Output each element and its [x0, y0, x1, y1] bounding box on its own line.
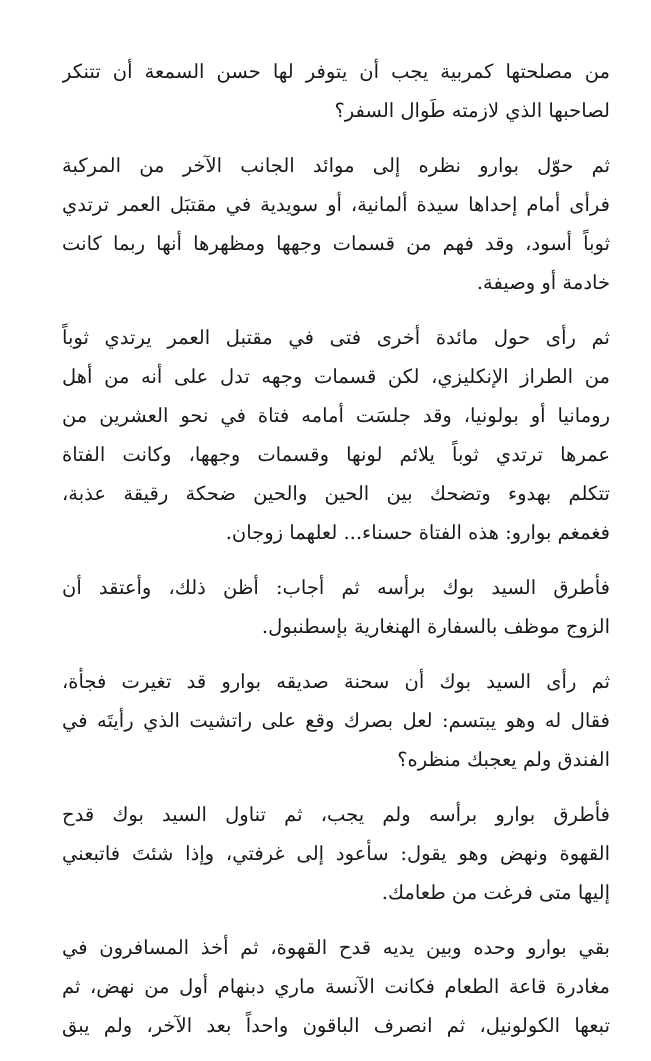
text-line: فرأى أمام إحداها سيدة ألمانية، أو سويدية في مقتبَل العمر ترتدي — [62, 193, 610, 216]
text-line: بقي بوارو وحده وبين يديه قدح القهوة، ثم أخذ المسافرون في — [62, 936, 610, 959]
text-line: فقال له وهو يبتسم: لعل بصرك وقع على راتشيت الذي رأيتَه في — [62, 709, 610, 732]
text-line: رومانيا أو بولونيا، وقد جلسَت أمامه فتاة في نحو العشرين من — [62, 404, 610, 427]
text-line: تتكلم بهدوء وتضحك بين الحين والحين ضحكة رقيقة عذبة، — [62, 482, 610, 505]
text-line: عمرها ترتدي ثوباً يلائم لونها وقسمات وجهها، وكانت الفتاة — [62, 443, 610, 466]
text-line: ثم رأى السيد بوك أن سحنة صديقه بوارو قد تغيرت فجأة، — [62, 670, 610, 693]
book-page-text — [62, 52, 610, 1061]
paragraph-2 — [62, 146, 610, 302]
text-line: فأطرق بوارو برأسه ولم يجب، ثم تناول السيد بوك قدح — [62, 803, 610, 826]
text-line: ثوباً أسود، وقد فهم من قسمات وجهها ومظهرها أنها ربما كانت — [62, 232, 610, 255]
text-line: فأطرق السيد بوك برأسه ثم أجاب: أظن ذلك، وأعتقد أن — [62, 576, 610, 599]
text-line: ثم رأى حول مائدة أخرى فتى في مقتبل العمر يرتدي ثوباً — [62, 326, 610, 349]
text-line: من الطراز الإنكليزي، لكن قسمات وجهه تدل على أنه من أهل — [62, 365, 610, 388]
text-line: خادمة أو وصيفة. — [476, 271, 610, 294]
paragraph-5 — [62, 662, 610, 779]
text-line: الزوج موظف بالسفارة الهنغارية بإسطنبول. — [261, 615, 610, 638]
paragraph-7 — [62, 928, 610, 1045]
text-line: من مصلحتها كمربية يجب أن يتوفر لها حسن السمعة أن تتنكر — [62, 60, 610, 83]
text-line: لصاحبها الذي لازمته طَوال السفر؟ — [334, 99, 610, 122]
paragraph-3 — [62, 318, 610, 552]
text-line: فغمغم بوارو: هذه الفتاة حسناء... لعلهما زوجان. — [225, 521, 610, 544]
text-line: الفندق ولم يعجبك منظره؟ — [397, 748, 610, 771]
text-line: إليها متى فرغت من طعامك. — [381, 881, 610, 904]
text-line: ثم حوّل بوارو نظره إلى موائد الجانب الآخر من المركبة — [62, 154, 610, 177]
paragraph-1 — [62, 52, 610, 130]
text-line: مغادرة قاعة الطعام فكانت الآنسة ماري دبنهام أول من نهض، ثم — [62, 975, 610, 998]
text-line: القهوة ونهض وهو يقول: سأعود إلى غرفتي، وإذا شئتَ فاتبعني — [62, 842, 610, 865]
paragraph-6 — [62, 795, 610, 912]
text-line: تبعها الكولونيل، ثم انصرف الباقون واحداً بعد الآخر، ولم يبق — [62, 1014, 610, 1037]
paragraph-4 — [62, 568, 610, 646]
